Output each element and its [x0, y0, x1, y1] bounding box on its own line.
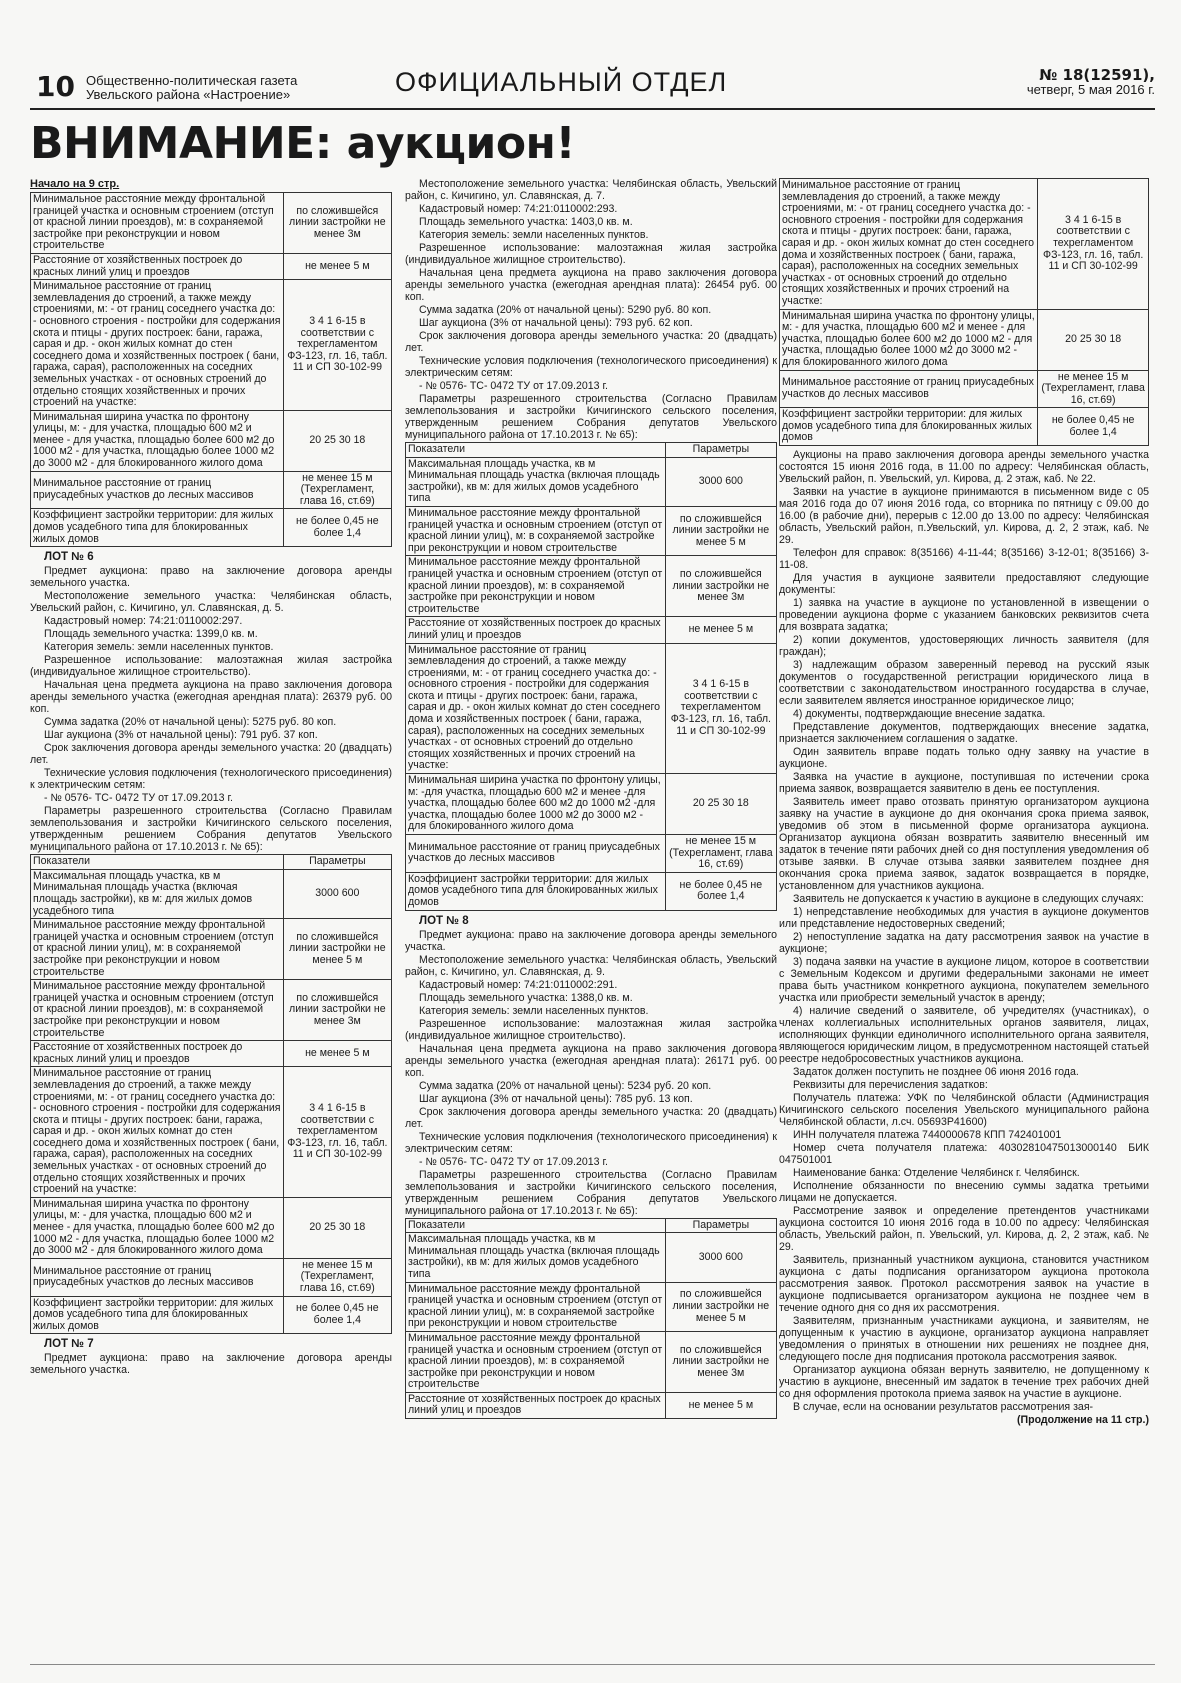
paragraph: Шаг аукциона (3% от начальной цены): 791 руб. 37 коп.: [44, 729, 318, 742]
lot-8-text: [405, 929, 777, 1217]
paragraph: Параметры разрешенного строительства (Согласно Правилам землепользования и застройки Кичигинского сельского поселения, утвержденным решением Собрания депутатов Увельского муниципального района от 17.10.2013 г. № 65):: [30, 805, 392, 854]
table-row: [31, 980, 392, 1041]
lot-8-title: ЛОТ № 8: [419, 914, 469, 927]
table-row: [31, 193, 392, 254]
table-row: [31, 410, 392, 471]
newspaper-name: [86, 74, 297, 102]
param-name-cell: Максимальная площадь участка, кв м Минимальная площадь участка (включая площадь застройки), кв м: для жилых домов усадебного типа: [31, 869, 284, 918]
continued-note: (Продолжение на 11 стр.): [1016, 1414, 1149, 1427]
paragraph: - № 0576- ТС- 0472 ТУ от 17.09.2013 г.: [44, 792, 233, 805]
param-value-cell: не менее 5 м: [283, 1041, 391, 1067]
paragraph: Местоположение земельного участка: Челябинская область, Увельский район, с. Кичигино, ул. Славянская, д. 5.: [30, 590, 392, 615]
page-title: ВНИМАНИЕ: аукцион!: [30, 118, 576, 169]
param-value-cell: 3 4 1 6-15 в соответствии с техрегламентом ФЗ-123, гл. 16, табл. 11 и СП 30-102-99: [283, 1067, 391, 1198]
param-value-cell: 20 25 30 18: [1038, 309, 1149, 370]
table-row: [31, 919, 392, 980]
table-row: [406, 1233, 777, 1282]
table-row: [406, 1331, 777, 1392]
paragraph: Телефон для справок: 8(35166) 4-11-44; 8(35166) 3-12-01; 8(35166) 3-11-08.: [779, 547, 1149, 572]
paragraph: Начальная цена предмета аукциона на право заключения договора аренды земельного участка (ежегодная арендная плата): 26379 руб. 00 коп.: [30, 679, 392, 716]
paragraph: Срок заключения договора аренды земельного участка: 20 (двадцать) лет.: [405, 1105, 777, 1130]
table-row: [406, 457, 777, 506]
param-name-cell: Минимальная ширина участка по фронтону улицы, м: - для участка, площадью 600 м2 и менее - для участка, площадью более 600 м2 до 1000 м2 - для участка, площадью более 1000 м2 до 3000 м2 - для блокированного жилого дома: [31, 1197, 284, 1258]
paragraph: Разрешенное использование: малоэтажная жилая застройка (индивидуальное жилищное строительство).: [30, 654, 392, 679]
table-row: [406, 643, 777, 774]
param-name-cell: Минимальное расстояние между фронтальной границей участка и основным строением (отступ от красной линии улиц), м: в сохраняемой застройке при реконструкции и новом строительстве: [406, 1282, 666, 1331]
param-name-cell: Минимальное расстояние между фронтальной границей участка и основным строением (отступ от красной линии проездов), м: в сохраняемой застройке при реконструкции и новом строительстве: [31, 193, 284, 254]
param-value-cell: не менее 15 м (Техрегламент, глава 16, ст.69): [283, 471, 391, 509]
param-name-cell: Минимальное расстояние между фронтальной границей участка и основным строением (отступ от красной линии улиц), м: в сохраняемой застройке при реконструкции и новом строительстве: [406, 506, 666, 555]
table-row: [406, 835, 777, 873]
params-table-3: [405, 442, 777, 911]
paragraph: Один заявитель вправе подать только одну заявку на участие в аукционе.: [779, 746, 1149, 771]
table-row: [406, 774, 777, 835]
issue-info: [1027, 68, 1155, 97]
param-name-cell: Минимальное расстояние от границ приусадебных участков до лесных массивов: [31, 471, 284, 509]
paragraph: Заявки на участие в аукционе принимаются в письменном виде с 05 мая 2016 года до 07 июня 2016 года, со вторника по пятницу с 09.00 до 16.00 (в рабочие дни), перерыв с 12.00 до 13.00 по адресу: Челябинская область, Увельский район, п.Увельский, ул. Кирова, д. 2, 2 этаж, каб. № 29.: [779, 486, 1149, 547]
param-name-cell: Коэффициент застройки территории: для жилых домов усадебного типа для блокированных жилых домов: [780, 408, 1038, 446]
table-row: [31, 1258, 392, 1296]
table-row: [31, 509, 392, 547]
paragraph: Кадастровый номер: 74:21:0110002:291.: [419, 978, 618, 991]
paragraph: Предмет аукциона: право на заключение договора аренды земельного участка.: [405, 928, 777, 953]
param-name-cell: Минимальное расстояние от границ землевладения до строений, а также между строениями, м: - от границ соседнего участка до: - основного строения - постройки для содержания скота и птицы - других построек: бани, гаража, сарая и др. - окон жилых комнат до стен соседнего дома и хозяйственных построек ( бани, гаража, сарая), расположенных на соседних земельных участках - от основных строений до отдельно стоящих хозяйственных и прочих строений на участке:: [780, 179, 1038, 310]
param-value-cell: по сложившейся линии застройки не менее 3м: [283, 980, 391, 1041]
param-value-cell: 20 25 30 18: [283, 410, 391, 471]
paragraph: 1) заявка на участие в аукционе по установленной в извещении о проведении аукциона форме с указанием банковских реквизитов счета для возврата задатка;: [779, 597, 1149, 634]
table-row: [406, 1392, 777, 1418]
paragraph: 3) подача заявки на участие в аукционе лицом, которое в соответствии с Земельным Кодексом и другими федеральными законами не имеет права быть участником конкретного аукциона, покупателем земельного участка или приобрести земельный участок в аренду;: [779, 956, 1149, 1005]
paragraph: В случае, если на основании результатов рассмотрения зая-: [793, 1401, 1094, 1414]
paragraph: Заявителям, признанным участниками аукциона, и заявителям, не допущенным к участию в аукционе, организатор аукциона направляет уведомления о принятых в отношении них решениях не позднее дня, следующего после дня подписания протокола рассмотрения заявок.: [779, 1315, 1149, 1364]
param-name-cell: Минимальная ширина участка по фронтону улицы, м: - для участка, площадью 600 м2 и менее - для участка, площадью более 600 м2 до 1000 м2 - для участка, площадью более 1000 м2 до 3000 м2 - для блокированного жилого дома: [780, 309, 1038, 370]
paragraph: Технические условия подключения (технологического присоединения) к электрическим сетям:: [405, 1130, 777, 1155]
lot-7-details: [405, 178, 777, 441]
param-name-cell: Минимальная ширина участка по фронтону улицы, м: -для участка, площадью 600 м2 и менее -для участка, площадью более 600 м2 до 1000 м2 -для участка, площадью более 1000 м2 до 3000 м2 - для блокированного жилого дома: [406, 774, 666, 835]
column-3: [779, 178, 1149, 1608]
param-name-cell: Минимальное расстояние от границ приусадебных участков до лесных массивов: [780, 370, 1038, 408]
param-value-cell: 3000 600: [665, 457, 776, 506]
paragraph: Шаг аукциона (3% от начальной цены): 785 руб. 13 коп.: [419, 1092, 693, 1105]
table-row: [406, 556, 777, 617]
lot-6-title: ЛОТ № 6: [44, 551, 94, 564]
param-name-cell: Расстояние от хозяйственных построек до красных линий улиц и проездов: [31, 1041, 284, 1067]
param-name-cell: Минимальное расстояние от границ землевладения до строений, а также между строениями, м: - от границ соседнего участка до: - основного строения - постройки для содержания скота и птицы - других построек: бани, гаража, сарая и др. - окон жилых комнат до стен соседнего дома и хозяйственных построек ( бани, гаража, сарая), расположенных на соседних земельных участках - от основных строений до отдельно стоящих хозяйственных и прочих строений на участке:: [406, 643, 666, 774]
param-value-cell: не менее 5 м: [283, 253, 391, 279]
paragraph: Предмет аукциона: право на заключение договора аренды земельного участка.: [30, 565, 392, 590]
paragraph: Исполнение обязанности по внесению суммы задатка третьими лицами не допускается.: [779, 1180, 1149, 1205]
param-name-cell: Минимальное расстояние от границ землевладения до строений, а также между строениями, м: - от границ соседнего участка до: - основного строения - постройки для содержания скота и птицы - других построек: бани, гаража, сарая и др. - окон жилых комнат до стен соседнего дома и хозяйственных построек ( бани, гаража, сарая), расположенных на соседних земельных участках - от основных строений до отдельно стоящих хозяйственных и прочих строений на участке:: [31, 1067, 284, 1198]
column-1: [30, 178, 392, 1658]
param-name-cell: Расстояние от хозяйственных построек до красных линий улиц и проездов: [406, 617, 666, 643]
paragraph: 3) надлежащим образом заверенный перевод на русский язык документов о государственной регистрации юридического лица в соответствии с законодательством иностранного государства в случае, если заявителем является иностранное юридическое лицо;: [779, 659, 1149, 708]
newspaper-name-line1: Общественно-политическая газета: [86, 73, 298, 88]
paragraph: Наименование банка: Отделение Челябинск г. Челябинск.: [793, 1167, 1080, 1180]
paragraph: 2) непоступление задатка на дату рассмотрения заявок на участие в аукционе;: [779, 931, 1149, 956]
param-name-cell: Показатели: [406, 1218, 666, 1233]
paragraph: Местоположение земельного участка: Челябинская область, Увельский район, с. Кичигино, ул. Славянская, д. 9.: [405, 953, 777, 978]
param-value-cell: по сложившейся линии застройки не менее 5 м: [283, 919, 391, 980]
paragraph: Заявитель, признанный участником аукциона, становится участником аукциона с даты подписания организатором аукциона протокола рассмотрения заявок. Протокол рассмотрения заявок на участие в аукционе подписывается организатором аукциона не позднее чем в течение одного дня со дня их рассмотрения.: [779, 1254, 1149, 1315]
param-value-cell: Параметры: [665, 443, 776, 458]
table-row: [406, 443, 777, 458]
param-value-cell: по сложившейся линии застройки не менее 5 м: [665, 1282, 776, 1331]
param-name-cell: Минимальное расстояние от границ приусадебных участков до лесных массивов: [406, 835, 666, 873]
paragraph: ИНН получателя платежа 7440000678 КПП 742401001: [793, 1129, 1062, 1142]
table-row: [31, 1197, 392, 1258]
paragraph: Кадастровый номер: 74:21:0110002:293.: [419, 203, 618, 215]
table-row: [31, 1067, 392, 1198]
param-value-cell: 3000 600: [665, 1233, 776, 1282]
table-row: [780, 408, 1149, 446]
paragraph: Категория земель: земли населенных пунктов.: [419, 229, 649, 241]
paragraph: Категория земель: земли населенных пунктов.: [419, 1004, 649, 1017]
table-row: [780, 179, 1149, 310]
param-name-cell: Минимальное расстояние от границ землевладения до строений, а также между строениями, м: - от границ соседнего участка до: - основного строения - постройки для содержания скота и птицы - других построек: бани, гаража, сарая и др. - окон жилых комнат до стен соседнего дома и хозяйственных построек ( бани, гаража, сарая), расположенных на соседних земельных участках - от основных строений до отдельно стоящих хозяйственных и прочих строений на участке:: [31, 280, 284, 411]
paragraph: Кадастровый номер: 74:21:0110002:297.: [44, 615, 243, 628]
param-name-cell: Показатели: [406, 443, 666, 458]
newspaper-name-line2: Увельского района «Настроение»: [86, 87, 291, 102]
param-name-cell: Минимальное расстояние между фронтальной границей участка и основным строением (отступ от красной линии проездов), м: в сохраняемой застройке при реконструкции и новом строительстве: [406, 1331, 666, 1392]
param-value-cell: по сложившейся линии застройки не менее 5 м: [665, 506, 776, 555]
lot-7-text: Предмет аукциона: право на заключение договора аренды земельного участка.: [30, 1352, 392, 1377]
paragraph: Срок заключения договора аренды земельного участка: 20 (двадцать) лет.: [405, 330, 777, 354]
paragraph: - № 0576- ТС- 0472 ТУ от 17.09.2013 г.: [419, 380, 608, 392]
param-value-cell: не более 0,45 не более 1,4: [1038, 408, 1149, 446]
param-value-cell: не более 0,45 не более 1,4: [665, 872, 776, 910]
paragraph: Аукционы на право заключения договора аренды земельного участка состоятся 15 июня 2016 года, в 11.00 по адресу: Челябинская область, Увельский район, п. Увельский, ул. Кирова, д. 2 этаж, каб. № 22.: [779, 449, 1149, 486]
paragraph: Разрешенное использование: малоэтажная жилая застройка (индивидуальное жилищное строительство).: [405, 1017, 777, 1042]
paragraph: Начальная цена предмета аукциона на право заключения договора аренды земельного участка (ежегодная арендная плата): 26171 руб. 00 коп.: [405, 1042, 777, 1079]
param-name-cell: Максимальная площадь участка, кв м Минимальная площадь участка (включая площадь застройки), кв м: для жилых домов усадебного типа: [406, 457, 666, 506]
param-name-cell: Расстояние от хозяйственных построек до красных линий улиц и проездов: [31, 253, 284, 279]
paragraph: Площадь земельного участка: 1388,0 кв. м.: [419, 991, 633, 1004]
column-2: [405, 178, 777, 1658]
params-table-5: [779, 178, 1149, 446]
param-name-cell: Минимальное расстояние от границ приусадебных участков до лесных массивов: [31, 1258, 284, 1296]
param-value-cell: 3000 600: [283, 869, 391, 918]
table-row: [406, 872, 777, 910]
param-value-cell: по сложившейся линии застройки не менее 3м: [283, 193, 391, 254]
param-value-cell: 20 25 30 18: [665, 774, 776, 835]
page-header: [30, 62, 1155, 110]
paragraph: Заявитель имеет право отозвать принятую организатором аукциона заявку на участие в аукционе до дня окончания срока приема заявок, уведомив об этом в письменной форме организатора аукциона. Организатор аукциона обязан возвратить заявителю внесенный им задаток в течение пяти рабочих дней со дня поступления уведомления об отзыве заявки. В случае отзыва заявки заявителем позднее дня окончания срока приема заявок, задаток возвращается в порядке, установленном для участников аукциона.: [779, 796, 1149, 893]
bottom-divider: [30, 1664, 1155, 1665]
paragraph: Заявитель не допускается к участию в аукционе в следующих случаях:: [793, 893, 1144, 906]
params-table-1: [30, 192, 392, 547]
paragraph: Заявка на участие в аукционе, поступившая по истечении срока приема заявок, возвращается заявителю в день ее поступления.: [779, 771, 1149, 796]
param-name-cell: Коэффициент застройки территории: для жилых домов усадебного типа для блокированных жилых домов: [406, 872, 666, 910]
paragraph: 2) копии документов, удостоверяющих личность заявителя (для граждан);: [779, 634, 1149, 659]
paragraph: Сумма задатка (20% от начальной цены): 5290 руб. 80 коп.: [419, 304, 712, 316]
param-name-cell: Показатели: [31, 855, 284, 870]
section-title: ОФИЦИАЛЬНЫЙ ОТДЕЛ: [395, 67, 728, 97]
paragraph: Шаг аукциона (3% от начальной цены): 793 руб. 62 коп.: [419, 317, 693, 329]
param-value-cell: не менее 15 м (Техрегламент, глава 16, ст.69): [665, 835, 776, 873]
table-row: [406, 1282, 777, 1331]
paragraph: Категория земель: земли населенных пунктов.: [44, 641, 274, 654]
paragraph: Представление документов, подтверждающих внесение задатка, признается заключением соглашения о задатке.: [779, 721, 1149, 746]
paragraph: Организатор аукциона обязан вернуть заявителю, не допущенному к участию в аукционе, внесенный им задаток в течение трех рабочих дней со дня оформления протокола приема заявок на участие в аукционе.: [779, 1364, 1149, 1401]
table-row: [406, 1218, 777, 1233]
paragraph: Разрешенное использование: малоэтажная жилая застройка (индивидуальное жилищное строительство).: [405, 242, 777, 266]
paragraph: Для участия в аукционе заявители предоставляют следующие документы:: [779, 572, 1149, 597]
paragraph: 4) наличие сведений о заявителе, об учредителях (участниках), о членах коллегиальных исполнительных органов заявителя, лицах, исполняющих функции единоличного исполнительного органа заявителя, являющегося юридическим лицом, в предусмотренном настоящей статьей реестре недобросовестных участников аукциона.: [779, 1005, 1149, 1066]
param-value-cell: не более 0,45 не более 1,4: [283, 509, 391, 547]
start-note: Начало на 9 стр.: [30, 178, 120, 190]
param-value-cell: не менее 15 м (Техрегламент, глава 16, ст.69): [1038, 370, 1149, 408]
issue-date: четверг, 5 мая 2016 г.: [1026, 82, 1155, 97]
lot-6-text: [30, 565, 392, 853]
param-name-cell: Расстояние от хозяйственных построек до красных линий улиц и проездов: [406, 1392, 666, 1418]
table-row: [406, 506, 777, 555]
table-row: [780, 370, 1149, 408]
param-value-cell: не менее 5 м: [665, 617, 776, 643]
paragraph: Задаток должен поступить не позднее 06 июня 2016 года.: [793, 1066, 1079, 1079]
lot-7-title: ЛОТ № 7: [44, 1338, 94, 1351]
table-row: [31, 471, 392, 509]
param-name-cell: Коэффициент застройки территории: для жилых домов усадебного типа для блокированных жилых домов: [31, 509, 284, 547]
paragraph: 4) документы, подтверждающие внесение задатка.: [793, 708, 1046, 721]
paragraph: Рассмотрение заявок и определение претендентов участниками аукциона состоится 10 июня 2016 года в 10.00 по адресу: Челябинская область, Увельский район, п. Увельский, ул. Кирова, д. 2, 2 этаж, каб. № 29.: [779, 1205, 1149, 1254]
param-value-cell: по сложившейся линии застройки не менее 3м: [665, 1331, 776, 1392]
params-table-2: [30, 854, 392, 1334]
paragraph: Технические условия подключения (технологического присоединения) к электрическим сетям:: [30, 767, 392, 792]
table-row: [31, 1296, 392, 1334]
table-row: [780, 309, 1149, 370]
paragraph: Получатель платежа: УФК по Челябинской области (Администрация Кичигинского сельского поселения Увельского муниципального района Челябинской области, л.сч. 05693P41600): [779, 1092, 1149, 1129]
table-row: [31, 855, 392, 870]
param-value-cell: не менее 15 м (Техрегламент, глава 16, ст.69): [283, 1258, 391, 1296]
paragraph: Реквизиты для перечисления задатков:: [793, 1079, 988, 1092]
param-value-cell: 3 4 1 6-15 в соответствии с техрегламентом ФЗ-123, гл. 16, табл. 11 и СП 30-102-99: [665, 643, 776, 774]
param-value-cell: 3 4 1 6-15 в соответствии с техрегламентом ФЗ-123, гл. 16, табл. 11 и СП 30-102-99: [283, 280, 391, 411]
paragraph: Номер счета получателя платежа: 40302810475013000140 БИК 047501001: [779, 1142, 1149, 1167]
param-value-cell: 3 4 1 6-15 в соответствии с техрегламентом ФЗ-123, гл. 16, табл. 11 и СП 30-102-99: [1038, 179, 1149, 310]
param-name-cell: Минимальное расстояние между фронтальной границей участка и основным строением (отступ от красной линии проездов), м: в сохраняемой застройке при реконструкции и новом строительстве: [406, 556, 666, 617]
paragraph: Параметры разрешенного строительства (Согласно Правилам землепользования и застройки Кичигинского сельского поселения, утвержденным решением Собрания депутатов Увельского муниципального района от 17.10.2013 г. № 65):: [405, 1168, 777, 1217]
paragraph: 1) непредставление необходимых для участия в аукционе документов или представление недостоверных сведений;: [779, 906, 1149, 931]
paragraph: Сумма задатка (20% от начальной цены): 5275 руб. 80 коп.: [44, 716, 337, 729]
param-value-cell: не более 0,45 не более 1,4: [283, 1296, 391, 1334]
auction-terms-text: [779, 449, 1149, 1413]
param-value-cell: 20 25 30 18: [283, 1197, 391, 1258]
param-name-cell: Минимальное расстояние между фронтальной границей участка и основным строением (отступ от красной линии проездов), м: в сохраняемой застройке при реконструкции и новом строительстве: [31, 980, 284, 1041]
paragraph: Технические условия подключения (технологического присоединения) к электрическим сетям:: [405, 355, 777, 379]
table-row: [31, 1041, 392, 1067]
paragraph: Площадь земельного участка: 1399,0 кв. м.: [44, 628, 258, 641]
table-row: [31, 253, 392, 279]
param-value-cell: не менее 5 м: [665, 1392, 776, 1418]
paragraph: - № 0576- ТС- 0472 ТУ от 17.09.2013 г.: [419, 1155, 608, 1168]
param-value-cell: Параметры: [283, 855, 391, 870]
page-number: 10: [36, 70, 75, 103]
table-row: [406, 617, 777, 643]
paragraph: Начальная цена предмета аукциона на право заключения договора аренды земельного участка (ежегодная арендная плата): 26454 руб. 00 коп.: [405, 267, 777, 303]
param-value-cell: по сложившейся линии застройки не менее 3м: [665, 556, 776, 617]
table-row: [31, 869, 392, 918]
param-value-cell: Параметры: [665, 1218, 776, 1233]
paragraph: Параметры разрешенного строительства (Согласно Правилам землепользования и застройки Кичигинского сельского поселения, утвержденным решением Собрания депутатов Увельского муниципального района от 17.10.2013 г. № 65):: [405, 393, 777, 441]
param-name-cell: Минимальное расстояние между фронтальной границей участка и основным строением (отступ от красной линии улиц), м: в сохраняемой застройке при реконструкции и новом строительстве: [31, 919, 284, 980]
issue-number: № 18(12591),: [1039, 66, 1155, 84]
param-name-cell: Максимальная площадь участка, кв м Минимальная площадь участка (включая площадь застройки), кв м: для жилых домов усадебного типа: [406, 1233, 666, 1282]
paragraph: Местоположение земельного участка: Челябинская область, Увельский район, с. Кичигино, ул. Славянская, д. 7.: [405, 178, 777, 202]
param-name-cell: Коэффициент застройки территории: для жилых домов усадебного типа для блокированных жилых домов: [31, 1296, 284, 1334]
param-name-cell: Минимальная ширина участка по фронтону улицы, м: - для участка, площадью 600 м2 и менее - для участка, площадью более 600 м2 до 1000 м2 - для участка, площадью более 1000 м2 до 3000 м2 - для блокированного жилого дома: [31, 410, 284, 471]
params-table-4: [405, 1218, 777, 1420]
paragraph: Площадь земельного участка: 1403,0 кв. м.: [419, 216, 633, 228]
paragraph: Срок заключения договора аренды земельного участка: 20 (двадцать) лет.: [30, 742, 392, 767]
paragraph: Сумма задатка (20% от начальной цены): 5234 руб. 20 коп.: [419, 1079, 712, 1092]
table-row: [31, 280, 392, 411]
